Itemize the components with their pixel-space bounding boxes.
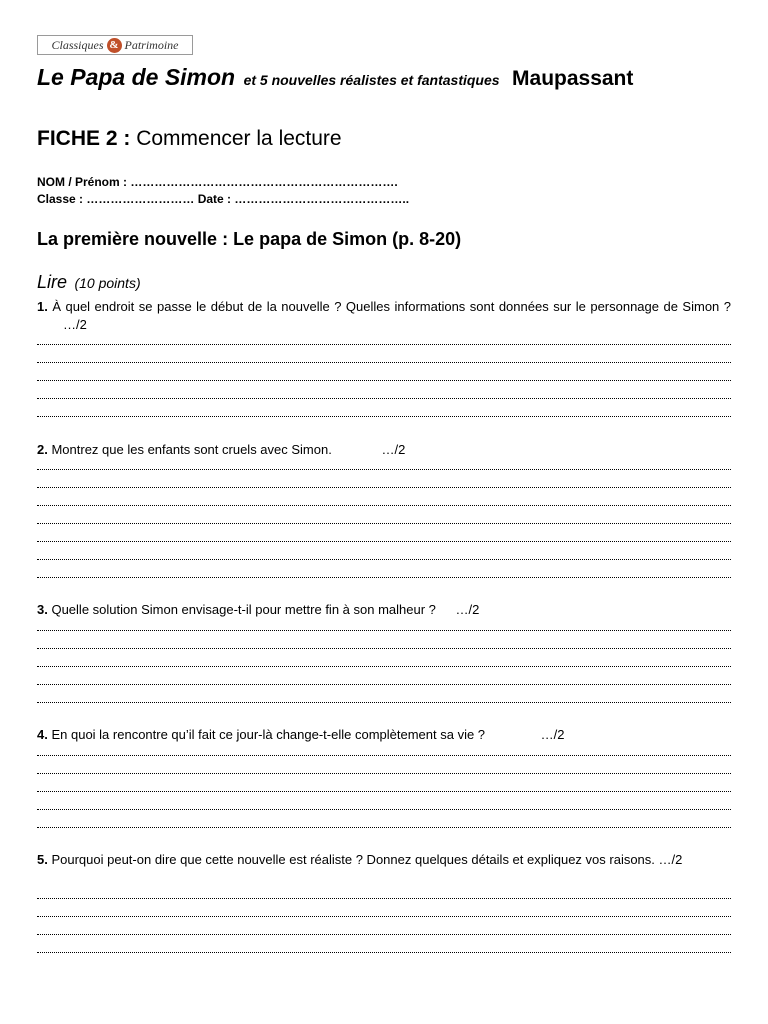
answer-line — [37, 505, 731, 506]
answer-line — [37, 952, 731, 953]
answer-line — [37, 469, 731, 470]
section-title: La première nouvelle : Le papa de Simon (p. 8-20) — [37, 229, 462, 249]
fiche-heading — [37, 127, 342, 151]
answer-line — [37, 648, 731, 649]
question-points: …/2 — [540, 727, 565, 742]
answer-line — [37, 487, 731, 488]
answer-line — [37, 791, 731, 792]
lire-label: Lire — [37, 272, 68, 292]
question-number: 5. — [37, 852, 48, 867]
name-field-line: NOM / Prénom : …………………………………………………………. — [37, 175, 398, 189]
answer-line — [37, 827, 731, 828]
question-text: En quoi la rencontre qu’il fait ce jour-là change-t-elle complètement sa vie ? — [51, 727, 486, 742]
fiche-label: FICHE 2 : — [37, 127, 131, 150]
question-number: 2. — [37, 442, 48, 457]
answer-line — [37, 934, 731, 935]
class-date-field-line: Classe : ……………………… Date : …………………………………….. — [37, 192, 410, 206]
lire-heading — [37, 272, 141, 293]
question-3 — [37, 601, 731, 619]
answer-line — [37, 344, 731, 345]
book-author: Maupassant — [512, 67, 634, 90]
answer-line — [37, 577, 731, 578]
question-text: Pourquoi peut-on dire que cette nouvelle est réaliste ? Donnez quelques détails et expliquez vos raisons. — [51, 852, 655, 867]
question-number: 3. — [37, 602, 48, 617]
lire-points: (10 points) — [74, 275, 141, 291]
question-text: Montrez que les enfants sont cruels avec Simon. — [51, 442, 332, 457]
answer-line — [37, 666, 731, 667]
book-title: Le Papa de Simon — [37, 64, 236, 90]
answer-line — [37, 773, 731, 774]
answer-line — [37, 809, 731, 810]
question-5 — [37, 851, 731, 869]
question-text: À quel endroit se passe le début de la nouvelle ? Quelles informations sont données sur le personnage de Simon ? — [52, 299, 731, 314]
question-2 — [37, 441, 731, 459]
fiche-text: Commencer la lecture — [136, 127, 342, 150]
answer-line — [37, 362, 731, 363]
answer-line — [37, 684, 731, 685]
answer-line — [37, 380, 731, 381]
answer-line — [37, 398, 731, 399]
logo-left-text: Classiques — [51, 37, 104, 52]
question-points: …/2 — [658, 852, 683, 867]
question-points: …/2 — [381, 442, 406, 457]
publisher-logo — [37, 35, 193, 55]
answer-line — [37, 755, 731, 756]
answer-line — [37, 702, 731, 703]
document-title — [37, 64, 737, 91]
question-1 — [37, 298, 731, 334]
question-number: 4. — [37, 727, 48, 742]
question-points: …/2 — [63, 317, 87, 332]
logo-ampersand-badge: & — [107, 38, 122, 53]
answer-line — [37, 916, 731, 917]
answer-line — [37, 541, 731, 542]
answer-line — [37, 559, 731, 560]
answer-line — [37, 898, 731, 899]
book-subtitle: et 5 nouvelles réalistes et fantastiques — [243, 72, 500, 88]
question-text: Quelle solution Simon envisage-t-il pour mettre fin à son malheur ? — [51, 602, 436, 617]
answer-line — [37, 416, 731, 417]
question-points: …/2 — [455, 602, 480, 617]
question-4 — [37, 726, 731, 744]
logo-right-text: Patrimoine — [124, 37, 179, 52]
answer-line — [37, 523, 731, 524]
question-number: 1. — [37, 299, 48, 314]
answer-line — [37, 630, 731, 631]
